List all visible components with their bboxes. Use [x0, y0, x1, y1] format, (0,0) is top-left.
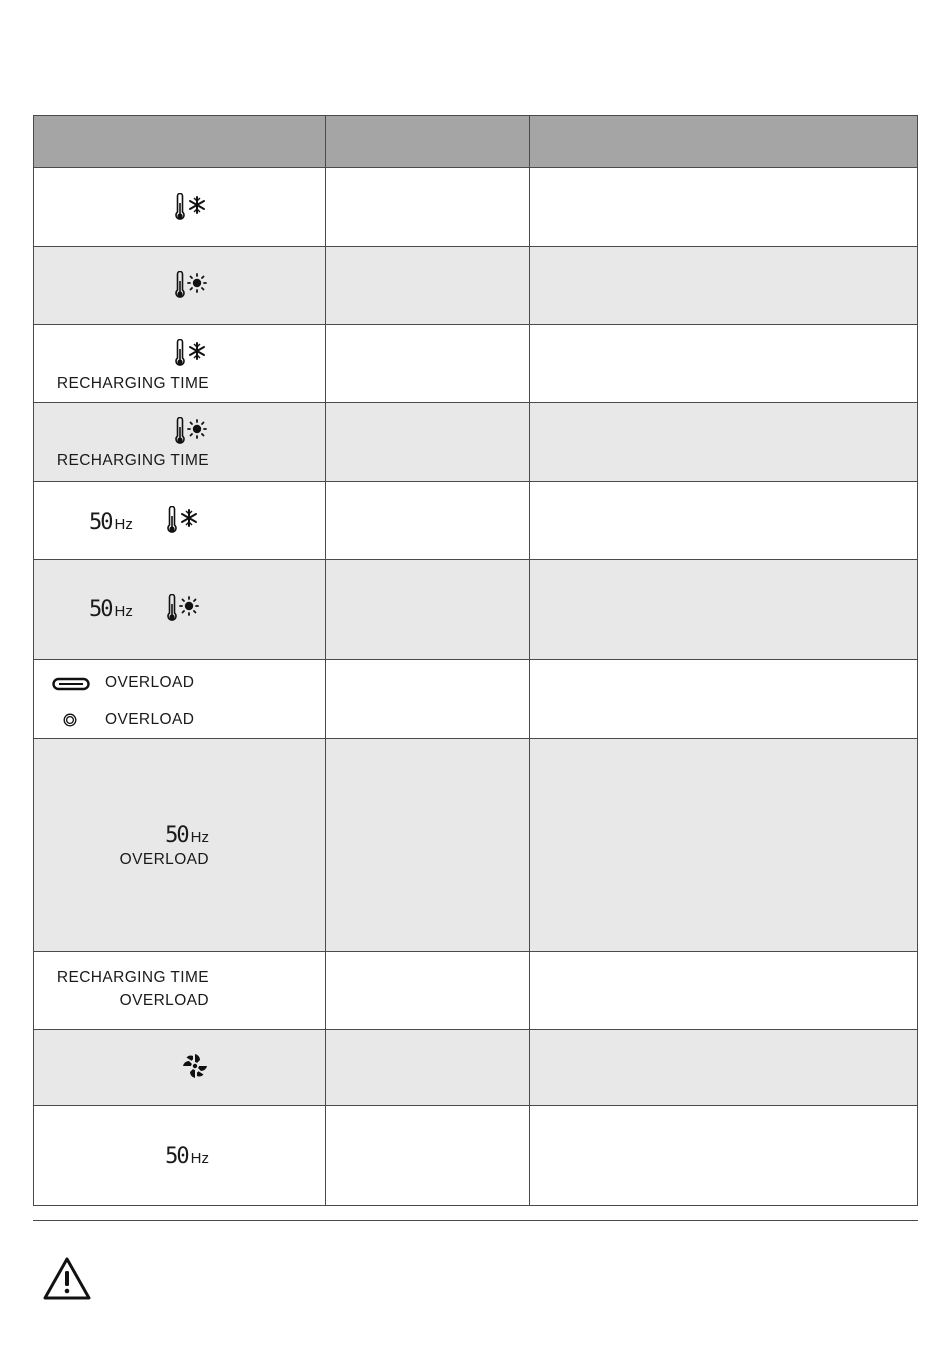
thermometer-sun-icon	[173, 271, 209, 301]
table-row	[34, 402, 917, 481]
header-cell	[34, 116, 325, 167]
table-row	[34, 324, 917, 402]
dc-round-port-icon	[63, 713, 77, 727]
thermometer-sun-icon	[165, 594, 201, 624]
recharging-time-label: RECHARGING TIME	[56, 969, 209, 986]
thermometer-snowflake-icon	[173, 193, 209, 223]
divider	[33, 1220, 918, 1221]
header-cell	[529, 116, 917, 167]
thermometer-sun-icon	[173, 417, 209, 447]
warning-triangle-icon	[42, 1256, 92, 1302]
frequency-readout: 50 Hz	[89, 510, 133, 535]
overload-label: OVERLOAD	[119, 992, 209, 1009]
thermometer-snowflake-icon	[173, 339, 209, 369]
status-display-table	[33, 115, 918, 1206]
overload-label: OVERLOAD	[105, 711, 195, 728]
recharging-time-label: RECHARGING TIME	[56, 375, 209, 392]
table-row	[34, 481, 917, 559]
table-header-row	[34, 116, 917, 167]
frequency-readout: 50 Hz	[89, 597, 133, 622]
fan-icon	[182, 1053, 208, 1079]
table-row	[34, 559, 917, 659]
table-row	[34, 167, 917, 246]
recharging-time-label: RECHARGING TIME	[56, 452, 209, 469]
frequency-readout: 50 Hz	[165, 823, 209, 848]
overload-label: OVERLOAD	[105, 674, 195, 691]
frequency-readout: 50 Hz	[165, 1144, 209, 1169]
header-cell	[325, 116, 529, 167]
table-row	[34, 738, 917, 951]
usb-c-port-icon	[52, 677, 90, 691]
table-row	[34, 659, 917, 738]
thermometer-snowflake-icon	[165, 506, 201, 536]
table-row	[34, 951, 917, 1029]
table-row	[34, 246, 917, 324]
table-row	[34, 1029, 917, 1105]
table-row	[34, 1105, 917, 1205]
overload-label: OVERLOAD	[119, 851, 209, 868]
